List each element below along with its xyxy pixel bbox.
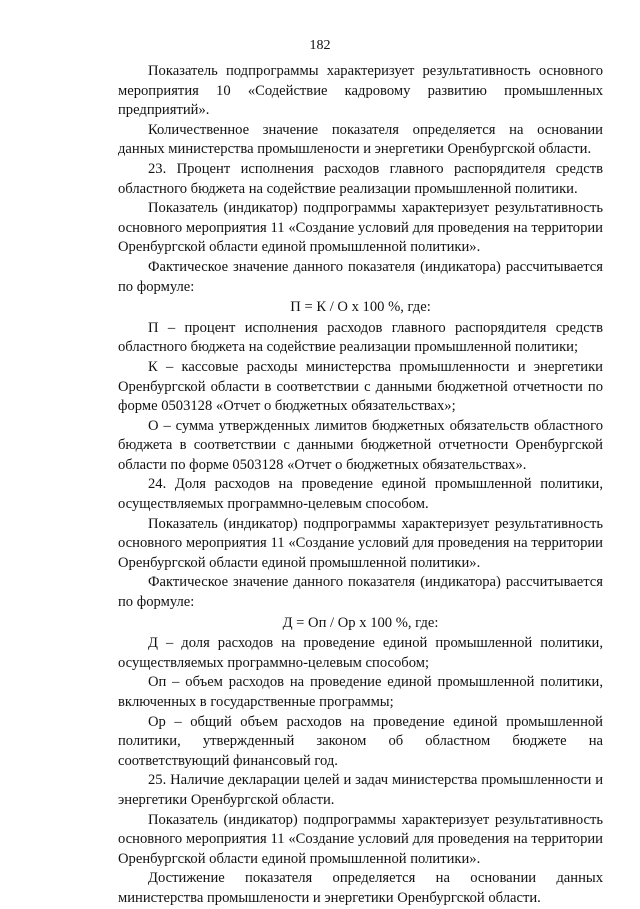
paragraph: 24. Доля расходов на проведение единой промышленной политики, осуществляемых программно-целевым способом. <box>118 476 603 513</box>
paragraph: Показатель подпрограммы характеризует результативность основного мероприятия 10 «Содействие кадровому развитию промышленных предприятий». <box>118 63 603 119</box>
formula: Д = Оп / Ор х 100 %, где: <box>282 614 439 631</box>
page-number: 182 <box>309 38 331 53</box>
paragraph: Д – доля расходов на проведение единой промышленной политики, осуществляемых программно-целевым способом; <box>118 635 603 671</box>
paragraph: Показатель (индикатор) подпрограммы характеризует результативность основного мероприятия 11 «Создание условий для проведения на территории Оренбургской области единой промышленной политики». <box>118 811 603 867</box>
formula: П = К / О х 100 %, где: <box>290 299 431 316</box>
document-body <box>118 62 603 909</box>
paragraph: О – сумма утвержденных лимитов бюджетных обязательств областного бюджета в соответствии с данными бюджетной отчетности Оренбургской области по форме 0503128 «Отчет о бюджетных обязательствах». <box>118 417 603 473</box>
paragraph: Показатель (индикатор) подпрограммы характеризует результативность основного мероприятия 11 «Создание условий для проведения на территории Оренбургской области единой промышленной политики». <box>118 515 603 571</box>
paragraph: 25. Наличие декларации целей и задач министерства промышленности и энергетики Оренбургской области. <box>118 772 603 808</box>
paragraph: Количественное значение показателя определяется на основании данных министерства промышлености и энергетики Оренбургской области. <box>118 121 603 158</box>
paragraph: К – кассовые расходы министерства промышленности и энергетики Оренбургской области в соответствии с данными бюджетной отчетности по форме 0503128 «Отчет о бюджетных обязательствах»; <box>118 358 603 415</box>
paragraph: Ор – общий объем расходов на проведение единой промышленной политики, утвержденный законом об областном бюджете на соответствующий финансовый год. <box>118 713 603 769</box>
paragraph: Фактическое значение данного показателя (индикатора) рассчитывается по формуле: <box>118 258 603 295</box>
paragraph: Оп – объем расходов на проведение единой промышленной политики, включенных в государственные программы; <box>118 674 603 710</box>
paragraph: 23. Процент исполнения расходов главного распорядителя средств областного бюджета на содействие реализации промышленной политики. <box>118 160 603 197</box>
paragraph: Фактическое значение данного показателя (индикатора) рассчитывается по формуле: <box>118 574 603 611</box>
paragraph: Достижение показателя определяется на основании данных министерства промышлености и энергетики Оренбургской области. <box>118 870 603 906</box>
paragraph: П – процент исполнения расходов главного распорядителя средств областного бюджета на содействие реализации промышленной политики; <box>118 319 603 356</box>
paragraph: Показатель (индикатор) подпрограммы характеризует результативность основного мероприятия 11 «Создание условий для проведения на территории Оренбургской области единой промышленной политики». <box>118 200 603 256</box>
